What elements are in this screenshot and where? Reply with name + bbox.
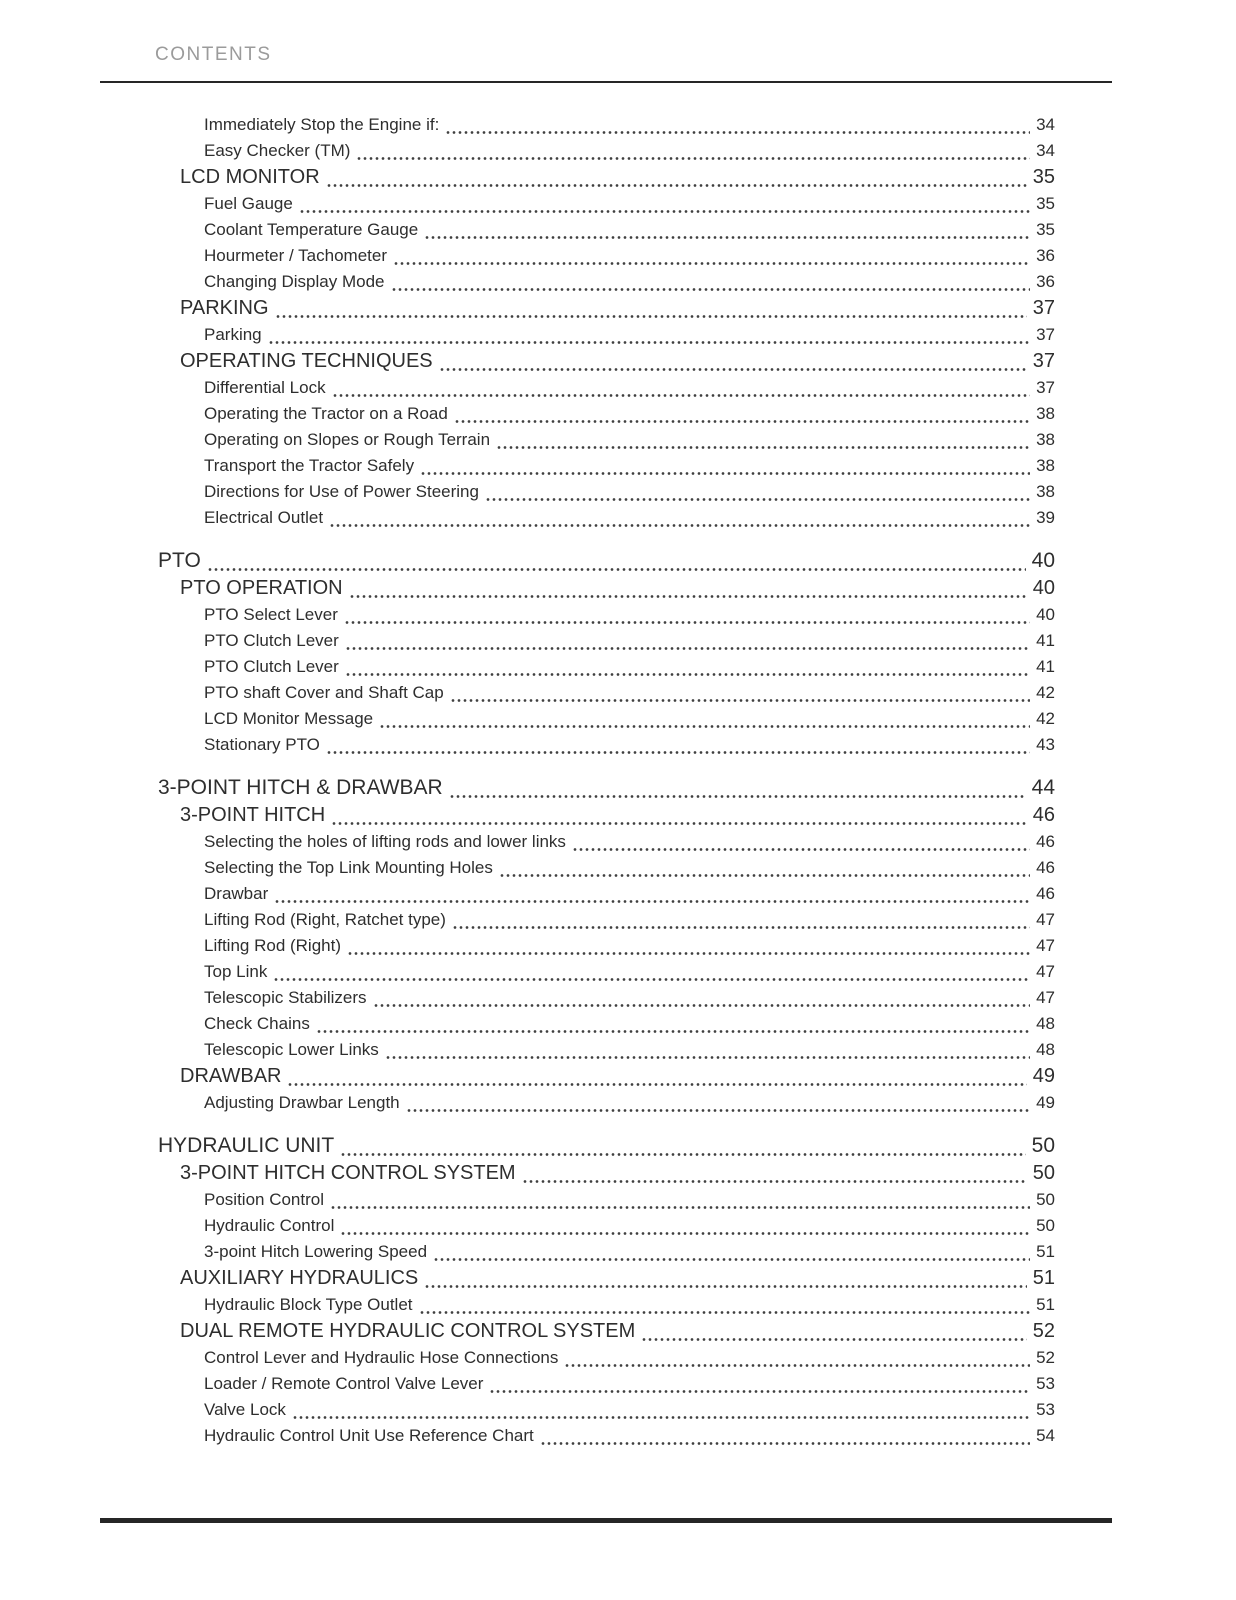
- toc-leader-dots: [379, 723, 1030, 730]
- toc-entry: [100, 1265, 1112, 1292]
- toc-leader-dots: [349, 593, 1027, 600]
- toc-entry: [100, 138, 1112, 164]
- toc-page-number: 47: [1036, 988, 1055, 1007]
- toc-entry: [100, 1292, 1112, 1318]
- toc-entry-title: Parking: [204, 325, 262, 344]
- toc-entry: [100, 547, 1112, 575]
- toc-entry: [100, 453, 1112, 479]
- toc-entry-title: Changing Display Mode: [204, 272, 385, 291]
- toc-leader-dots: [329, 522, 1030, 529]
- toc-leader-dots: [332, 392, 1030, 399]
- toc-leader-dots: [326, 749, 1030, 756]
- toc-page-number: 50: [1032, 1162, 1055, 1184]
- toc-entry-title: 3-point Hitch Lowering Speed: [204, 1242, 428, 1261]
- toc-entry: [100, 1423, 1112, 1449]
- toc-entry-title: Coolant Temperature Gauge: [204, 220, 419, 239]
- toc-page-number: 38: [1036, 456, 1055, 475]
- toc-entry-title: DRAWBAR: [180, 1065, 282, 1087]
- toc-page-number: 36: [1036, 272, 1055, 291]
- toc-entry-title: Check Chains: [204, 1014, 310, 1033]
- toc-page-number: 41: [1036, 657, 1055, 676]
- toc-entry: [100, 1160, 1112, 1187]
- toc-entry-title: PTO OPERATION: [180, 577, 343, 599]
- toc-leader-dots: [347, 950, 1030, 957]
- toc-entry: [100, 295, 1112, 322]
- toc-entry-title: Directions for Use of Power Steering: [204, 482, 479, 501]
- toc-entry: [100, 269, 1112, 295]
- toc-entry: [100, 164, 1112, 191]
- toc-entry-title: Position Control: [204, 1190, 325, 1209]
- toc-page-number: 50: [1036, 1216, 1055, 1235]
- toc-entry-title: Top Link: [204, 962, 268, 981]
- toc-entry: [100, 1318, 1112, 1345]
- toc-page-number: 38: [1036, 404, 1055, 423]
- toc-leader-dots: [287, 1081, 1026, 1088]
- toc-entry: [100, 881, 1112, 907]
- toc-entry-title: Control Lever and Hydraulic Hose Connections: [204, 1348, 559, 1367]
- toc-leader-dots: [564, 1362, 1030, 1369]
- toc-leader-dots: [207, 566, 1026, 573]
- toc-page-number: 48: [1036, 1014, 1055, 1033]
- toc-entry-title: Transport the Tractor Safely: [204, 456, 415, 475]
- toc-entry-title: LCD Monitor Message: [204, 709, 374, 728]
- toc-page-number: 40: [1031, 549, 1055, 572]
- toc-leader-dots: [273, 976, 1030, 983]
- toc-entry: [100, 985, 1112, 1011]
- toc-leader-dots: [439, 366, 1027, 373]
- toc-entry: [100, 680, 1112, 706]
- toc-entry: [100, 829, 1112, 855]
- toc-page-number: 46: [1032, 804, 1055, 826]
- toc-leader-dots: [356, 155, 1030, 162]
- toc-page-number: 42: [1036, 709, 1055, 728]
- toc-entry: [100, 322, 1112, 348]
- toc-leader-dots: [275, 313, 1027, 320]
- toc-page-number: 46: [1036, 884, 1055, 903]
- toc-leader-dots: [385, 1054, 1030, 1061]
- toc-leader-dots: [299, 208, 1030, 215]
- toc-page-number: 54: [1036, 1426, 1055, 1445]
- toc-leader-dots: [489, 1388, 1030, 1395]
- toc-leader-dots: [331, 820, 1027, 827]
- toc-entry: [100, 1345, 1112, 1371]
- toc-entry-title: PTO: [158, 549, 201, 572]
- toc-entry: [100, 401, 1112, 427]
- toc-page-number: 51: [1036, 1242, 1055, 1261]
- toc-page-number: 40: [1032, 577, 1055, 599]
- toc-leader-dots: [393, 260, 1030, 267]
- toc-entry: [100, 774, 1112, 802]
- toc-entry-title: Operating on Slopes or Rough Terrain: [204, 430, 491, 449]
- toc-leader-dots: [499, 872, 1030, 879]
- toc-page-number: 37: [1032, 297, 1055, 319]
- toc-entry: [100, 243, 1112, 269]
- toc-entry: [100, 1037, 1112, 1063]
- toc-page-number: 52: [1032, 1320, 1055, 1342]
- toc-page-number: 47: [1036, 962, 1055, 981]
- toc-entry: [100, 1213, 1112, 1239]
- toc-leader-dots: [340, 1151, 1025, 1158]
- toc-page-number: 40: [1036, 605, 1055, 624]
- table-of-contents: [100, 112, 1112, 1449]
- toc-entry: [100, 479, 1112, 505]
- toc-page-number: 52: [1036, 1348, 1055, 1367]
- toc-entry-title: 3-POINT HITCH: [180, 804, 326, 826]
- toc-leader-dots: [449, 793, 1026, 800]
- toc-leader-dots: [641, 1336, 1027, 1343]
- toc-entry: [100, 802, 1112, 829]
- toc-entry-title: Telescopic Stabilizers: [204, 988, 367, 1007]
- toc-entry: [100, 375, 1112, 401]
- toc-page-number: 49: [1032, 1065, 1055, 1087]
- toc-leader-dots: [420, 470, 1030, 477]
- toc-entry-title: Lifting Rod (Right, Ratchet type): [204, 910, 446, 929]
- toc-leader-dots: [406, 1107, 1030, 1114]
- toc-entry: [100, 191, 1112, 217]
- toc-leader-dots: [373, 1002, 1031, 1009]
- toc-leader-dots: [452, 924, 1030, 931]
- toc-leader-dots: [345, 645, 1030, 652]
- toc-entry-title: Selecting the Top Link Mounting Holes: [204, 858, 493, 877]
- toc-leader-dots: [330, 1204, 1030, 1211]
- toc-entry-title: Easy Checker (TM): [204, 141, 351, 160]
- toc-entry-title: HYDRAULIC UNIT: [158, 1134, 335, 1157]
- toc-page-number: 36: [1036, 246, 1055, 265]
- toc-entry: [100, 959, 1112, 985]
- toc-page-number: 53: [1036, 1400, 1055, 1419]
- toc-entry: [100, 575, 1112, 602]
- toc-page-number: 53: [1036, 1374, 1055, 1393]
- toc-entry-title: Telescopic Lower Links: [204, 1040, 379, 1059]
- toc-page-number: 34: [1036, 141, 1055, 160]
- toc-page-number: 44: [1031, 776, 1055, 799]
- toc-leader-dots: [454, 418, 1030, 425]
- toc-leader-dots: [496, 444, 1030, 451]
- toc-entry-title: Valve Lock: [204, 1400, 286, 1419]
- toc-entry-title: Lifting Rod (Right): [204, 936, 342, 955]
- toc-leader-dots: [572, 846, 1030, 853]
- toc-leader-dots: [344, 619, 1030, 626]
- contents-heading: CONTENTS: [155, 44, 272, 65]
- toc-page-number: 51: [1036, 1295, 1055, 1314]
- toc-entry-title: PTO shaft Cover and Shaft Cap: [204, 683, 444, 702]
- toc-entry: [100, 427, 1112, 453]
- toc-page-number: 35: [1032, 166, 1055, 188]
- toc-leader-dots: [391, 286, 1031, 293]
- toc-leader-dots: [424, 234, 1030, 241]
- toc-page-number: 42: [1036, 683, 1055, 702]
- toc-entry-title: OPERATING TECHNIQUES: [180, 350, 433, 372]
- toc-entry: [100, 732, 1112, 758]
- toc-entry: [100, 112, 1112, 138]
- toc-page-number: 49: [1036, 1093, 1055, 1112]
- toc-page-number: 39: [1036, 508, 1055, 527]
- toc-entry: [100, 1132, 1112, 1160]
- toc-leader-dots: [292, 1414, 1030, 1421]
- toc-entry: [100, 217, 1112, 243]
- toc-entry-title: Hydraulic Control Unit Use Reference Chart: [204, 1426, 534, 1445]
- toc-entry-title: LCD MONITOR: [180, 166, 320, 188]
- toc-entry-title: Stationary PTO: [204, 735, 320, 754]
- toc-entry: [100, 348, 1112, 375]
- toc-leader-dots: [419, 1309, 1031, 1316]
- toc-entry-title: Electrical Outlet: [204, 508, 324, 527]
- toc-entry-title: Hydraulic Control: [204, 1216, 335, 1235]
- toc-entry-title: Adjusting Drawbar Length: [204, 1093, 400, 1112]
- toc-entry: [100, 907, 1112, 933]
- toc-entry-title: Operating the Tractor on a Road: [204, 404, 448, 423]
- toc-entry-title: Hydraulic Block Type Outlet: [204, 1295, 413, 1314]
- toc-leader-dots: [445, 129, 1030, 136]
- toc-entry: [100, 1397, 1112, 1423]
- toc-page-number: 48: [1036, 1040, 1055, 1059]
- toc-page-number: 35: [1036, 194, 1055, 213]
- toc-entry-title: Drawbar: [204, 884, 269, 903]
- toc-entry: [100, 1090, 1112, 1116]
- toc-leader-dots: [345, 671, 1030, 678]
- toc-page-number: 43: [1036, 735, 1055, 754]
- toc-entry: [100, 654, 1112, 680]
- toc-page-number: 47: [1036, 910, 1055, 929]
- toc-page-number: 46: [1036, 858, 1055, 877]
- toc-entry-title: PARKING: [180, 297, 269, 319]
- toc-entry: [100, 1011, 1112, 1037]
- toc-leader-dots: [433, 1256, 1030, 1263]
- toc-leader-dots: [522, 1178, 1027, 1185]
- toc-entry: [100, 1371, 1112, 1397]
- toc-page-number: 46: [1036, 832, 1055, 851]
- toc-page-number: 37: [1036, 325, 1055, 344]
- toc-leader-dots: [540, 1440, 1030, 1447]
- toc-entry-title: Fuel Gauge: [204, 194, 293, 213]
- toc-leader-dots: [450, 697, 1030, 704]
- toc-entry-title: DUAL REMOTE HYDRAULIC CONTROL SYSTEM: [180, 1320, 636, 1342]
- toc-page-number: 50: [1031, 1134, 1055, 1157]
- toc-entry: [100, 505, 1112, 531]
- toc-entry: [100, 1187, 1112, 1213]
- toc-leader-dots: [424, 1283, 1027, 1290]
- toc-entry-title: 3-POINT HITCH CONTROL SYSTEM: [180, 1162, 516, 1184]
- toc-entry-title: PTO Select Lever: [204, 605, 338, 624]
- toc-entry: [100, 933, 1112, 959]
- toc-entry: [100, 1239, 1112, 1265]
- toc-entry: [100, 706, 1112, 732]
- toc-entry-title: 3-POINT HITCH & DRAWBAR: [158, 776, 443, 799]
- toc-page-number: 41: [1036, 631, 1055, 650]
- toc-leader-dots: [316, 1028, 1030, 1035]
- toc-page-number: 34: [1036, 115, 1055, 134]
- toc-leader-dots: [326, 182, 1027, 189]
- header-rule: [100, 81, 1112, 83]
- toc-page-number: 37: [1032, 350, 1055, 372]
- toc-page-number: 51: [1032, 1267, 1055, 1289]
- toc-leader-dots: [485, 496, 1030, 503]
- footer-rule: [100, 1518, 1112, 1523]
- toc-entry: [100, 1063, 1112, 1090]
- toc-entry-title: PTO Clutch Lever: [204, 657, 339, 676]
- toc-entry-title: Selecting the holes of lifting rods and lower links: [204, 832, 566, 851]
- toc-entry-title: PTO Clutch Lever: [204, 631, 339, 650]
- toc-entry: [100, 628, 1112, 654]
- toc-leader-dots: [268, 339, 1030, 346]
- toc-page-number: 38: [1036, 482, 1055, 501]
- toc-page-number: 38: [1036, 430, 1055, 449]
- toc-page-number: 37: [1036, 378, 1055, 397]
- toc-entry-title: Immediately Stop the Engine if:: [204, 115, 440, 134]
- toc-page-number: 50: [1036, 1190, 1055, 1209]
- toc-page-number: 35: [1036, 220, 1055, 239]
- toc-leader-dots: [340, 1230, 1030, 1237]
- toc-page-number: 47: [1036, 936, 1055, 955]
- toc-entry: [100, 602, 1112, 628]
- toc-leader-dots: [274, 898, 1030, 905]
- toc-entry-title: Differential Lock: [204, 378, 326, 397]
- toc-entry-title: Loader / Remote Control Valve Lever: [204, 1374, 484, 1393]
- toc-entry-title: Hourmeter / Tachometer: [204, 246, 387, 265]
- toc-entry: [100, 855, 1112, 881]
- toc-entry-title: AUXILIARY HYDRAULICS: [180, 1267, 419, 1289]
